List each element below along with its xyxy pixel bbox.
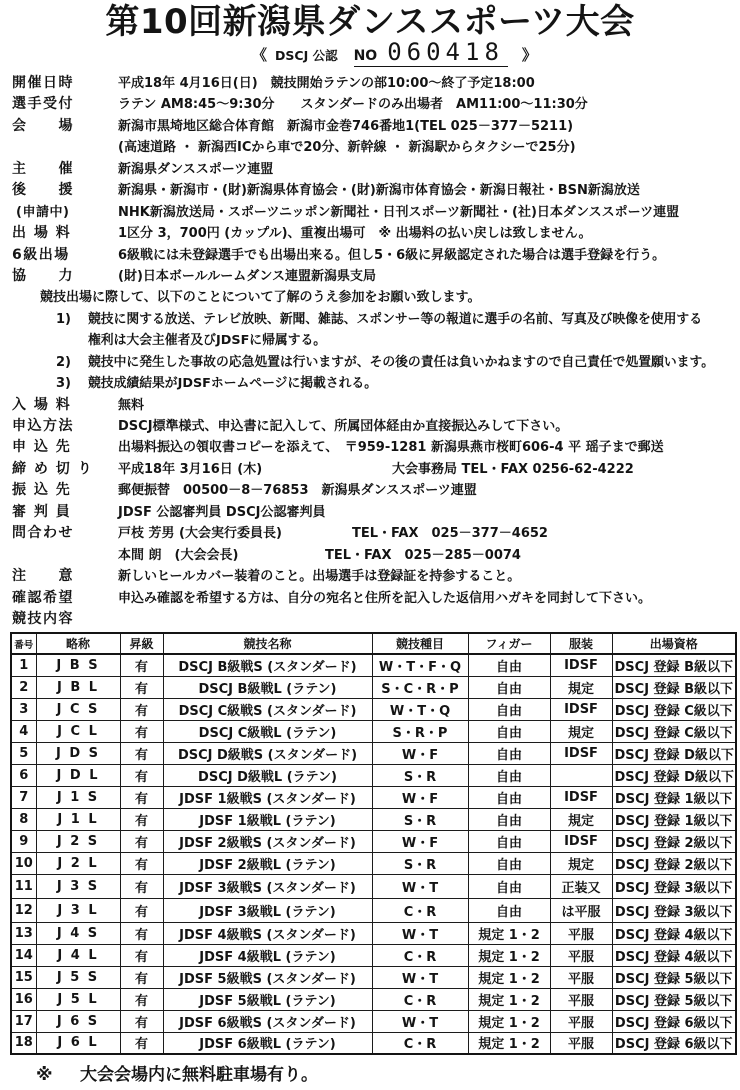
table-row xyxy=(11,922,736,944)
header-dress-code: 服装 xyxy=(550,633,612,654)
table-row xyxy=(11,852,736,874)
detail-row-admission xyxy=(0,395,740,416)
promotion-cell: 有 xyxy=(120,742,163,764)
competition-table xyxy=(10,632,737,1055)
detail-row-reception xyxy=(0,94,740,115)
table-row xyxy=(11,966,736,988)
notice-item-number: 1) xyxy=(56,311,71,327)
figure-cell: 規定 1・2 xyxy=(468,966,550,988)
abbreviation-cell: J 5 L xyxy=(36,988,120,1010)
payment-label: 振 込 先 xyxy=(12,482,72,499)
abbreviation-cell: J 4 S xyxy=(36,922,120,944)
figure-cell: 自由 xyxy=(468,764,550,786)
promotion-cell: 有 xyxy=(120,922,163,944)
pending-sponsors-label: (申請中) xyxy=(16,204,70,220)
dance-events-cell: S・R・P xyxy=(372,720,468,742)
dress-code-cell: 平服 xyxy=(550,922,612,944)
inquiries-contact-phone: TEL・FAX 025－285－0074 xyxy=(325,547,521,563)
detail-row-cooperation xyxy=(0,266,740,287)
detail-row-inquiries-2 xyxy=(0,545,740,566)
entry-fee-value: 1区分 3，700円 (カップル)、重複出場可 ※ 出場料の払い戻しは致しません。 xyxy=(118,226,592,242)
table-row xyxy=(11,720,736,742)
approval-number-line xyxy=(252,38,562,66)
notice-item-3 xyxy=(0,373,740,394)
figure-cell: 規定 1・2 xyxy=(468,1032,550,1054)
row-number-cell: 1 xyxy=(11,654,36,676)
confirmation-value: 申込み確認を希望する方は、自分の宛名と住所を記入した返信用ハガキを同封して下さい。 xyxy=(118,590,652,606)
eligibility-cell: DSCJ 登録 2級以下 xyxy=(612,830,736,852)
detail-row-date xyxy=(0,73,740,94)
eligibility-cell: DSCJ 登録 1級以下 xyxy=(612,808,736,830)
admission-value: 無料 xyxy=(118,397,145,413)
eligibility-cell: DSCJ 登録 D級以下 xyxy=(612,764,736,786)
grade6-label: 6級出場 xyxy=(12,246,70,263)
detail-row-caution xyxy=(0,566,740,587)
row-number-cell: 10 xyxy=(11,852,36,874)
dance-events-cell: W・T xyxy=(372,922,468,944)
cooperation-value: (財)日本ボールルームダンス連盟新潟県支局 xyxy=(118,268,377,284)
date-value: 平成18年 4月16日(日) 競技開始ラテンの部10:00～終了予定18:00 xyxy=(118,76,535,91)
dress-code-cell: IDSF xyxy=(550,830,612,852)
event-name-cell: JDSF 3級戦L (ラテン) xyxy=(163,898,372,922)
event-details xyxy=(0,73,740,630)
abbreviation-cell: J 3 L xyxy=(36,898,120,922)
table-header-row xyxy=(11,633,736,654)
sponsors-value: 新潟県・新潟市・(財)新潟県体育協会・(財)新潟市体育協会・新潟日報社・BSN新潟放送 xyxy=(118,183,640,199)
row-number-cell: 7 xyxy=(11,786,36,808)
figure-cell: 規定 1・2 xyxy=(468,988,550,1010)
grade6-value: 6級戦には未登録選手でも出場出来る。但し5・6級に昇級認定された場合は選手登録を行う。 xyxy=(118,247,666,263)
notice-item-2 xyxy=(0,352,740,373)
notice-item-text: 競技中に発生した事故の応急処置は行いますが、その後の責任は負いかねますので自己責任で処置願います。 xyxy=(88,354,715,370)
event-name-cell: JDSF 4級戦S (スタンダード) xyxy=(163,922,372,944)
dance-events-cell: W・F xyxy=(372,742,468,764)
event-name-cell: DSCJ D級戦S (スタンダード) xyxy=(163,742,372,764)
dance-events-cell: S・R xyxy=(372,808,468,830)
event-name-cell: JDSF 1級戦L (ラテン) xyxy=(163,808,372,830)
detail-row-organizer xyxy=(0,159,740,180)
header-promotion: 昇級 xyxy=(120,633,163,654)
row-number-cell: 15 xyxy=(11,966,36,988)
abbreviation-cell: J 5 S xyxy=(36,966,120,988)
row-number-cell: 6 xyxy=(11,764,36,786)
payment-value: 郵便振替 00500－8－76853 新潟県ダンススポーツ連盟 xyxy=(118,483,477,499)
notice-item-1 xyxy=(0,309,740,330)
application-method-value: DSCJ標準様式、申込書に記入して、所属団体経由か直接振込みして下さい。 xyxy=(118,419,569,434)
dance-events-cell: C・R xyxy=(372,1032,468,1054)
figure-cell: 自由 xyxy=(468,852,550,874)
abbreviation-cell: J 4 L xyxy=(36,944,120,966)
dance-events-cell: W・T xyxy=(372,874,468,898)
header-number: 番号 xyxy=(11,633,36,654)
abbreviation-cell: J C L xyxy=(36,720,120,742)
reference-mark: ※ xyxy=(36,1065,53,1085)
event-name-cell: DSCJ C級戦S (スタンダード) xyxy=(163,698,372,720)
header-event-name: 競技名称 xyxy=(163,633,372,654)
notice-intro-row xyxy=(0,287,740,308)
organizer-value: 新潟県ダンススポーツ連盟 xyxy=(118,161,274,177)
detail-row-venue xyxy=(0,116,740,137)
approval-organization: DSCJ 公認 xyxy=(275,48,338,63)
abbreviation-cell: J D L xyxy=(36,764,120,786)
event-name-cell: DSCJ D級戦L (ラテン) xyxy=(163,764,372,786)
promotion-cell: 有 xyxy=(120,988,163,1010)
row-number-cell: 3 xyxy=(11,698,36,720)
venue-label: 会 場 xyxy=(12,117,74,134)
detail-row-grade6 xyxy=(0,245,740,266)
promotion-cell: 有 xyxy=(120,1032,163,1054)
inquiries-contact-name: 戸枝 芳男 (大会実行委員長) xyxy=(118,526,282,542)
dress-code-cell: IDSF xyxy=(550,742,612,764)
notice-intro: 競技出場に際して、以下のことについて了解のうえ参加をお願い致します。 xyxy=(40,290,481,306)
promotion-cell: 有 xyxy=(120,944,163,966)
confirmation-label: 確認希望 xyxy=(12,589,74,606)
table-row xyxy=(11,698,736,720)
eligibility-cell: DSCJ 登録 5級以下 xyxy=(612,988,736,1010)
header-eligibility: 出場資格 xyxy=(612,633,736,654)
table-row xyxy=(11,1032,736,1054)
abbreviation-cell: J 6 L xyxy=(36,1032,120,1054)
promotion-cell: 有 xyxy=(120,852,163,874)
figure-cell: 自由 xyxy=(468,654,550,676)
table-row xyxy=(11,898,736,922)
dance-events-cell: W・F xyxy=(372,830,468,852)
pending-sponsors-value: NHK新潟放送局・スポーツニッポン新聞社・日刊スポーツ新聞社・(社)日本ダンススポーツ連盟 xyxy=(118,204,680,220)
eligibility-cell: DSCJ 登録 5級以下 xyxy=(612,966,736,988)
dance-events-cell: W・F xyxy=(372,786,468,808)
event-name-cell: JDSF 1級戦S (スタンダード) xyxy=(163,786,372,808)
row-number-cell: 9 xyxy=(11,830,36,852)
application-method-label: 申込方法 xyxy=(12,418,74,434)
office-contact: 大会事務局 TEL・FAX 0256-62-4222 xyxy=(392,461,634,477)
dress-code-cell: 平服 xyxy=(550,988,612,1010)
figure-cell: 自由 xyxy=(468,676,550,698)
parking-note: 大会会場内に無料駐車場有り。 xyxy=(80,1065,318,1085)
inquiries-contact-phone: TEL・FAX 025－377－4652 xyxy=(352,526,548,542)
approval-close-bracket: 》 xyxy=(521,46,537,64)
promotion-cell: 有 xyxy=(120,898,163,922)
eligibility-cell: DSCJ 登録 4級以下 xyxy=(612,944,736,966)
notice-item-number: 3) xyxy=(56,376,71,392)
header-figure: フィガー xyxy=(468,633,550,654)
abbreviation-cell: J B S xyxy=(36,654,120,676)
event-name-cell: JDSF 6級戦L (ラテン) xyxy=(163,1032,372,1054)
eligibility-cell: DSCJ 登録 6級以下 xyxy=(612,1032,736,1054)
competition-content-label: 競技内容 xyxy=(12,610,74,627)
dance-events-cell: C・R xyxy=(372,898,468,922)
eligibility-cell: DSCJ 登録 B級以下 xyxy=(612,654,736,676)
table-header xyxy=(11,633,736,654)
date-label: 開催日時 xyxy=(12,75,74,91)
dress-code-cell: 規定 xyxy=(550,852,612,874)
event-name-cell: JDSF 3級戦S (スタンダード) xyxy=(163,874,372,898)
abbreviation-cell: J 1 S xyxy=(36,786,120,808)
venue-value: 新潟市黒埼地区総合体育館 新潟市金巻746番地1(TEL 025－377－5211) xyxy=(118,118,574,134)
event-name-cell: DSCJ C級戦L (ラテン) xyxy=(163,720,372,742)
promotion-cell: 有 xyxy=(120,966,163,988)
abbreviation-cell: J 2 L xyxy=(36,852,120,874)
approval-number-group xyxy=(354,38,508,67)
caution-value: 新しいヒールカバー装着のこと。出場選手は登録証を持参すること。 xyxy=(118,569,521,585)
table-row xyxy=(11,1010,736,1032)
figure-cell: 自由 xyxy=(468,720,550,742)
promotion-cell: 有 xyxy=(120,874,163,898)
inquiries-contact-name: 本間 朗 (大会会長) xyxy=(118,547,239,563)
dress-code-cell: 規定 xyxy=(550,808,612,830)
abbreviation-cell: J D S xyxy=(36,742,120,764)
notice-item-1-continued xyxy=(0,330,740,351)
header-dance-events: 競技種目 xyxy=(372,633,468,654)
dress-code-cell: は平服 xyxy=(550,898,612,922)
figure-cell: 規定 1・2 xyxy=(468,922,550,944)
promotion-cell: 有 xyxy=(120,764,163,786)
reception-value: ラテン AM8:45～9:30分 スタンダードのみ出場者 AM11:00～11:30分 xyxy=(118,97,588,113)
caution-label: 注 意 xyxy=(12,568,74,585)
notice-item-number: 2) xyxy=(56,354,71,370)
row-number-cell: 16 xyxy=(11,988,36,1010)
approval-open-bracket: 《 xyxy=(252,46,268,64)
notice-item-text: 競技に関する放送、テレビ放映、新聞、雑誌、スポンサー等の報道に選手の名前、写真及び映像を使用する xyxy=(88,311,702,327)
figure-cell: 規定 1・2 xyxy=(468,1010,550,1032)
dance-events-cell: W・T xyxy=(372,966,468,988)
organizer-label: 主 催 xyxy=(12,160,74,177)
table-row xyxy=(11,944,736,966)
deadline-label: 締 め 切 り xyxy=(12,460,94,477)
dance-events-cell: W・T xyxy=(372,1010,468,1032)
detail-row-application-method xyxy=(0,416,740,437)
event-name-cell: JDSF 5級戦L (ラテン) xyxy=(163,988,372,1010)
eligibility-cell: DSCJ 登録 6級以下 xyxy=(612,1010,736,1032)
row-number-cell: 5 xyxy=(11,742,36,764)
table-row xyxy=(11,786,736,808)
event-name-cell: JDSF 5級戦S (スタンダード) xyxy=(163,966,372,988)
detail-row-pending-sponsors xyxy=(0,202,740,223)
promotion-cell: 有 xyxy=(120,698,163,720)
eligibility-cell: DSCJ 登録 C級以下 xyxy=(612,698,736,720)
judges-value: JDSF 公認審判員 DSCJ公認審判員 xyxy=(118,504,326,520)
figure-cell: 規定 1・2 xyxy=(468,944,550,966)
table-body xyxy=(11,654,736,1054)
abbreviation-cell: J 1 L xyxy=(36,808,120,830)
eligibility-cell: DSCJ 登録 3級以下 xyxy=(612,874,736,898)
abbreviation-cell: J 3 S xyxy=(36,874,120,898)
figure-cell: 自由 xyxy=(468,898,550,922)
promotion-cell: 有 xyxy=(120,1010,163,1032)
figure-cell: 自由 xyxy=(468,698,550,720)
entry-fee-label: 出 場 料 xyxy=(12,225,72,242)
page-title: 第10回新潟県ダンススポーツ大会 xyxy=(105,2,635,42)
eligibility-cell: DSCJ 登録 4級以下 xyxy=(612,922,736,944)
admission-label: 入 場 料 xyxy=(12,396,72,413)
table-row xyxy=(11,654,736,676)
dance-events-cell: W・T・F・Q xyxy=(372,654,468,676)
dance-events-cell: S・R xyxy=(372,764,468,786)
eligibility-cell: DSCJ 登録 2級以下 xyxy=(612,852,736,874)
detail-row-judges xyxy=(0,502,740,523)
header-abbreviation: 略称 xyxy=(36,633,120,654)
detail-row-sponsors xyxy=(0,180,740,201)
inquiries-label: 問合わせ xyxy=(12,525,74,542)
sponsors-label: 後 援 xyxy=(12,182,74,199)
event-name-cell: DSCJ B級戦L (ラテン) xyxy=(163,676,372,698)
table-row xyxy=(11,764,736,786)
abbreviation-cell: J C S xyxy=(36,698,120,720)
row-number-cell: 2 xyxy=(11,676,36,698)
figure-cell: 自由 xyxy=(468,742,550,764)
table-row xyxy=(11,808,736,830)
abbreviation-cell: J B L xyxy=(36,676,120,698)
table-row xyxy=(11,830,736,852)
figure-cell: 自由 xyxy=(468,874,550,898)
eligibility-cell: DSCJ 登録 3級以下 xyxy=(612,898,736,922)
event-name-cell: JDSF 2級戦L (ラテン) xyxy=(163,852,372,874)
promotion-cell: 有 xyxy=(120,830,163,852)
row-number-cell: 13 xyxy=(11,922,36,944)
row-number-cell: 17 xyxy=(11,1010,36,1032)
dress-code-cell: 平服 xyxy=(550,1032,612,1054)
dress-code-cell: 平服 xyxy=(550,1010,612,1032)
detail-row-entry-fee xyxy=(0,223,740,244)
approval-number: 060418 xyxy=(387,38,504,66)
row-number-cell: 18 xyxy=(11,1032,36,1054)
event-name-cell: JDSF 2級戦S (スタンダード) xyxy=(163,830,372,852)
dance-events-cell: S・R xyxy=(372,852,468,874)
footer-note xyxy=(0,1063,740,1087)
deadline-value: 平成18年 3月16日 (木) xyxy=(118,461,263,477)
promotion-cell: 有 xyxy=(120,654,163,676)
dress-code-cell: 規定 xyxy=(550,676,612,698)
application-address-label: 申 込 先 xyxy=(12,439,72,456)
dress-code-cell: IDSF xyxy=(550,698,612,720)
row-number-cell: 11 xyxy=(11,874,36,898)
eligibility-cell: DSCJ 登録 1級以下 xyxy=(612,786,736,808)
detail-row-confirmation xyxy=(0,588,740,609)
promotion-cell: 有 xyxy=(120,720,163,742)
eligibility-cell: DSCJ 登録 D級以下 xyxy=(612,742,736,764)
dance-events-cell: C・R xyxy=(372,944,468,966)
event-name-cell: JDSF 6級戦S (スタンダード) xyxy=(163,1010,372,1032)
dress-code-cell: 平服 xyxy=(550,944,612,966)
promotion-cell: 有 xyxy=(120,786,163,808)
detail-row-payment xyxy=(0,480,740,501)
row-number-cell: 14 xyxy=(11,944,36,966)
dress-code-cell: 平服 xyxy=(550,966,612,988)
dress-code-cell: IDSF xyxy=(550,786,612,808)
access-value: (高速道路 ・ 新潟西ICから車で20分、新幹線 ・ 新潟駅からタクシーで25分) xyxy=(118,140,576,156)
reception-label: 選手受付 xyxy=(12,96,74,113)
table-row xyxy=(11,988,736,1010)
dress-code-cell: 正装又 xyxy=(550,874,612,898)
judges-label: 審 判 員 xyxy=(12,503,72,520)
dance-events-cell: S・C・R・P xyxy=(372,676,468,698)
table-row xyxy=(11,676,736,698)
cooperation-label: 協 力 xyxy=(12,267,74,284)
detail-row-application-address xyxy=(0,437,740,458)
table-row xyxy=(11,874,736,898)
figure-cell: 自由 xyxy=(468,808,550,830)
detail-row-deadline xyxy=(0,459,740,480)
dress-code-cell: 規定 xyxy=(550,720,612,742)
detail-row-competition-content xyxy=(0,609,740,630)
application-address-value: 出場料振込の領収書コピーを添えて、 〒959-1281 新潟県燕市桜町606-4 平 瑶子まで郵送 xyxy=(118,440,664,456)
promotion-cell: 有 xyxy=(120,808,163,830)
figure-cell: 自由 xyxy=(468,830,550,852)
dance-events-cell: W・T・Q xyxy=(372,698,468,720)
eligibility-cell: DSCJ 登録 C級以下 xyxy=(612,720,736,742)
row-number-cell: 8 xyxy=(11,808,36,830)
row-number-cell: 12 xyxy=(11,898,36,922)
figure-cell: 自由 xyxy=(468,786,550,808)
promotion-cell: 有 xyxy=(120,676,163,698)
abbreviation-cell: J 6 S xyxy=(36,1010,120,1032)
abbreviation-cell: J 2 S xyxy=(36,830,120,852)
table-row xyxy=(11,742,736,764)
dance-events-cell: C・R xyxy=(372,988,468,1010)
dress-code-cell: IDSF xyxy=(550,654,612,676)
approval-no-label: NO xyxy=(353,48,378,64)
row-number-cell: 4 xyxy=(11,720,36,742)
event-name-cell: JDSF 4級戦L (ラテン) xyxy=(163,944,372,966)
notice-item-text: 競技成績結果がJDSFホームページに掲載される。 xyxy=(88,376,378,392)
event-name-cell: DSCJ B級戦S (スタンダード) xyxy=(163,654,372,676)
detail-row-access xyxy=(0,137,740,158)
dress-code-cell xyxy=(550,764,612,786)
eligibility-cell: DSCJ 登録 B級以下 xyxy=(612,676,736,698)
notice-item-text: 権利は大会主催者及びJDSFに帰属する。 xyxy=(88,333,327,349)
detail-row-inquiries xyxy=(0,523,740,544)
